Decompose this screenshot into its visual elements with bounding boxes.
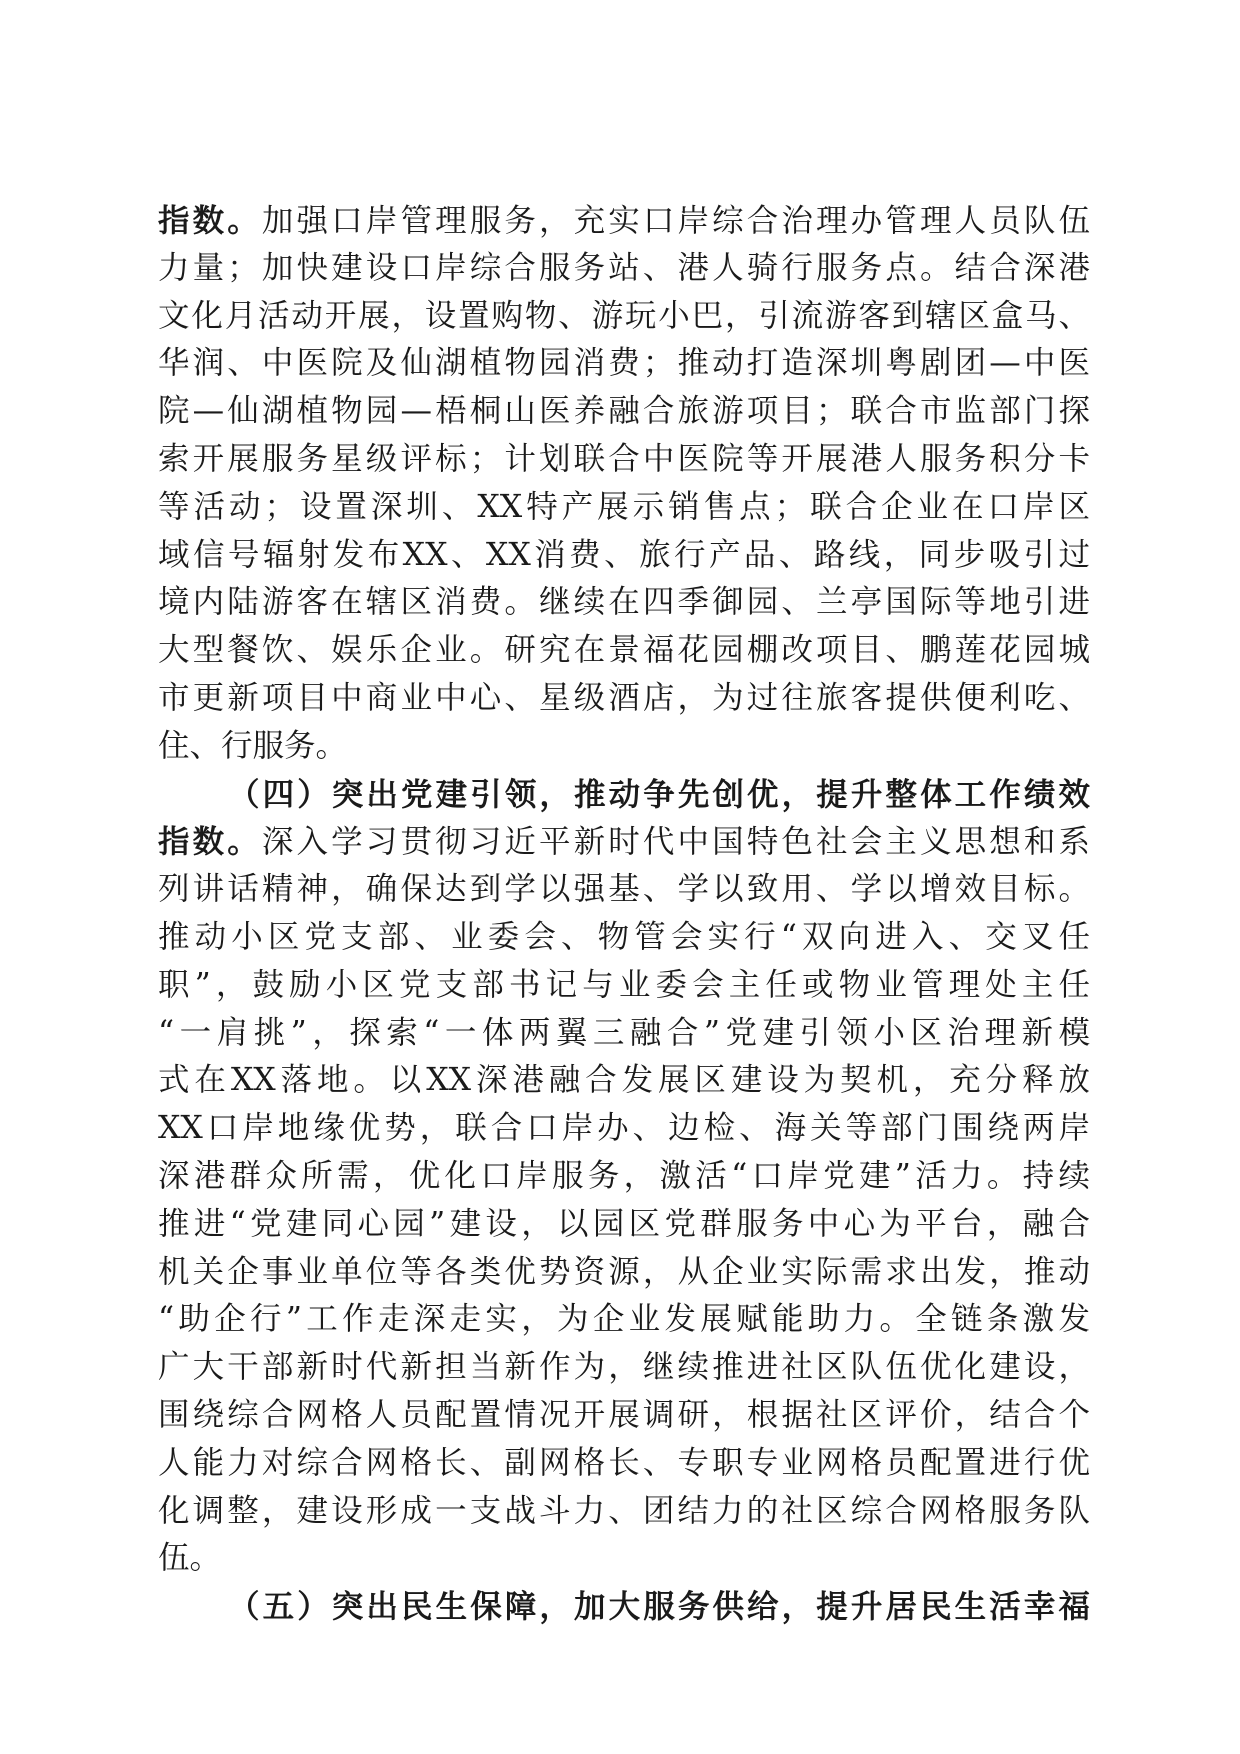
body-text: “一肩挑”，探索“一体两翼三融合”党建引领小区治理新模 [158,1014,1090,1051]
paragraph-line [158,866,1090,914]
body-text: 广大干部新时代新担当新作为，继续推进社区队伍优化建设， [158,1349,1090,1386]
paragraph-line [158,532,1090,580]
paragraph-line [158,1488,1090,1536]
paragraph-line [158,245,1090,293]
paragraph-line [158,1153,1090,1201]
body-text: 推动小区党支部、业委会、物管会实行“双向进入、交叉任 [158,918,1090,955]
body-text: XX口岸地缘优势，联合口岸办、边检、海关等部门围绕两岸 [158,1110,1090,1147]
body-text: 域信号辐射发布XX、XX消费、旅行产品、路线，同步吸引过 [158,536,1090,573]
paragraph-line [158,675,1090,723]
body-text: 推进“党建同心园”建设，以园区党群服务中心为平台，融合 [158,1205,1090,1242]
bold-lead-text: 指数。 [158,823,262,861]
paragraph-line [158,723,1090,771]
body-text: 市更新项目中商业中心、星级酒店，为过往旅客提供便利吃、 [158,679,1090,716]
body-text: 文化月活动开展，设置购物、游玩小巴，引流游客到辖区盒马、 [158,297,1090,334]
bold-lead-text: （四）突出党建引领，推动争先创优，提升整体工作绩效 [228,775,1090,813]
paragraph-line [158,1440,1090,1488]
paragraph-line [158,1057,1090,1105]
document-page [158,197,1090,1631]
body-text: 住、行服务。 [158,727,348,764]
paragraph-line [158,197,1090,245]
paragraph-line [158,293,1090,341]
paragraph-line [158,484,1090,532]
body-text: 境内陆游客在辖区消费。继续在四季御园、兰亭国际等地引进 [158,584,1090,621]
body-text: 机关企事业单位等各类优势资源，从企业实际需求出发，推动 [158,1253,1090,1290]
paragraph-line [158,1296,1090,1344]
body-text: 职”，鼓励小区党支部书记与业委会主任或物业管理处主任 [158,966,1090,1003]
body-text: 力量；加快建设口岸综合服务站、港人骑行服务点。结合深港 [158,249,1090,286]
paragraph-line [158,1249,1090,1297]
paragraph-line [158,818,1090,866]
paragraph-line [158,914,1090,962]
body-text: 深入学习贯彻习近平新时代中国特色社会主义思想和系 [261,824,1090,861]
paragraph-line [158,1535,1090,1583]
body-text: 人能力对综合网格长、副网格长、专职专业网格员配置进行优 [158,1444,1090,1481]
paragraph-line [158,1201,1090,1249]
body-text: 索开展服务星级评标；计划联合中医院等开展港人服务积分卡 [158,440,1090,477]
paragraph-line [158,627,1090,675]
bold-lead-text: 指数。 [158,202,262,239]
paragraph-line [158,1010,1090,1058]
section-heading-line [158,771,1090,819]
body-text: 围绕综合网格人员配置情况开展调研，根据社区评价，结合个 [158,1396,1090,1433]
body-text: 等活动；设置深圳、XX特产展示销售点；联合企业在口岸区 [158,488,1090,525]
body-text: 加强口岸管理服务，充实口岸综合治理办管理人员队伍 [261,203,1090,239]
body-text: 伍。 [158,1540,222,1577]
paragraph-line [158,962,1090,1010]
body-text: 深港群众所需，优化口岸服务，激活“口岸党建”活力。持续 [158,1157,1090,1194]
paragraph-line [158,1105,1090,1153]
paragraph-line [158,1344,1090,1392]
bold-lead-text: （五）突出民生保障，加大服务供给，提升居民生活幸福 [228,1588,1090,1626]
body-text: 列讲话精神，确保达到学以强基、学以致用、学以增效目标。 [158,871,1090,908]
paragraph-line [158,436,1090,484]
paragraph-line [158,1392,1090,1440]
body-text: 式在XX落地。以XX深港融合发展区建设为契机，充分释放 [158,1062,1090,1099]
paragraph-line [158,388,1090,436]
section-heading-line [158,1583,1090,1631]
body-text: 化调整，建设形成一支战斗力、团结力的社区综合网格服务队 [158,1492,1090,1529]
body-text: 华润、中医院及仙湖植物园消费；推动打造深圳粤剧团—中医 [158,345,1090,382]
body-text: “助企行”工作走深走实，为企业发展赋能助力。全链条激发 [158,1301,1090,1338]
body-text: 大型餐饮、娱乐企业。研究在景福花园棚改项目、鹏莲花园城 [158,632,1090,669]
paragraph-line [158,340,1090,388]
paragraph-line [158,579,1090,627]
body-text: 院—仙湖植物园—梧桐山医养融合旅游项目；联合市监部门探 [158,393,1090,430]
